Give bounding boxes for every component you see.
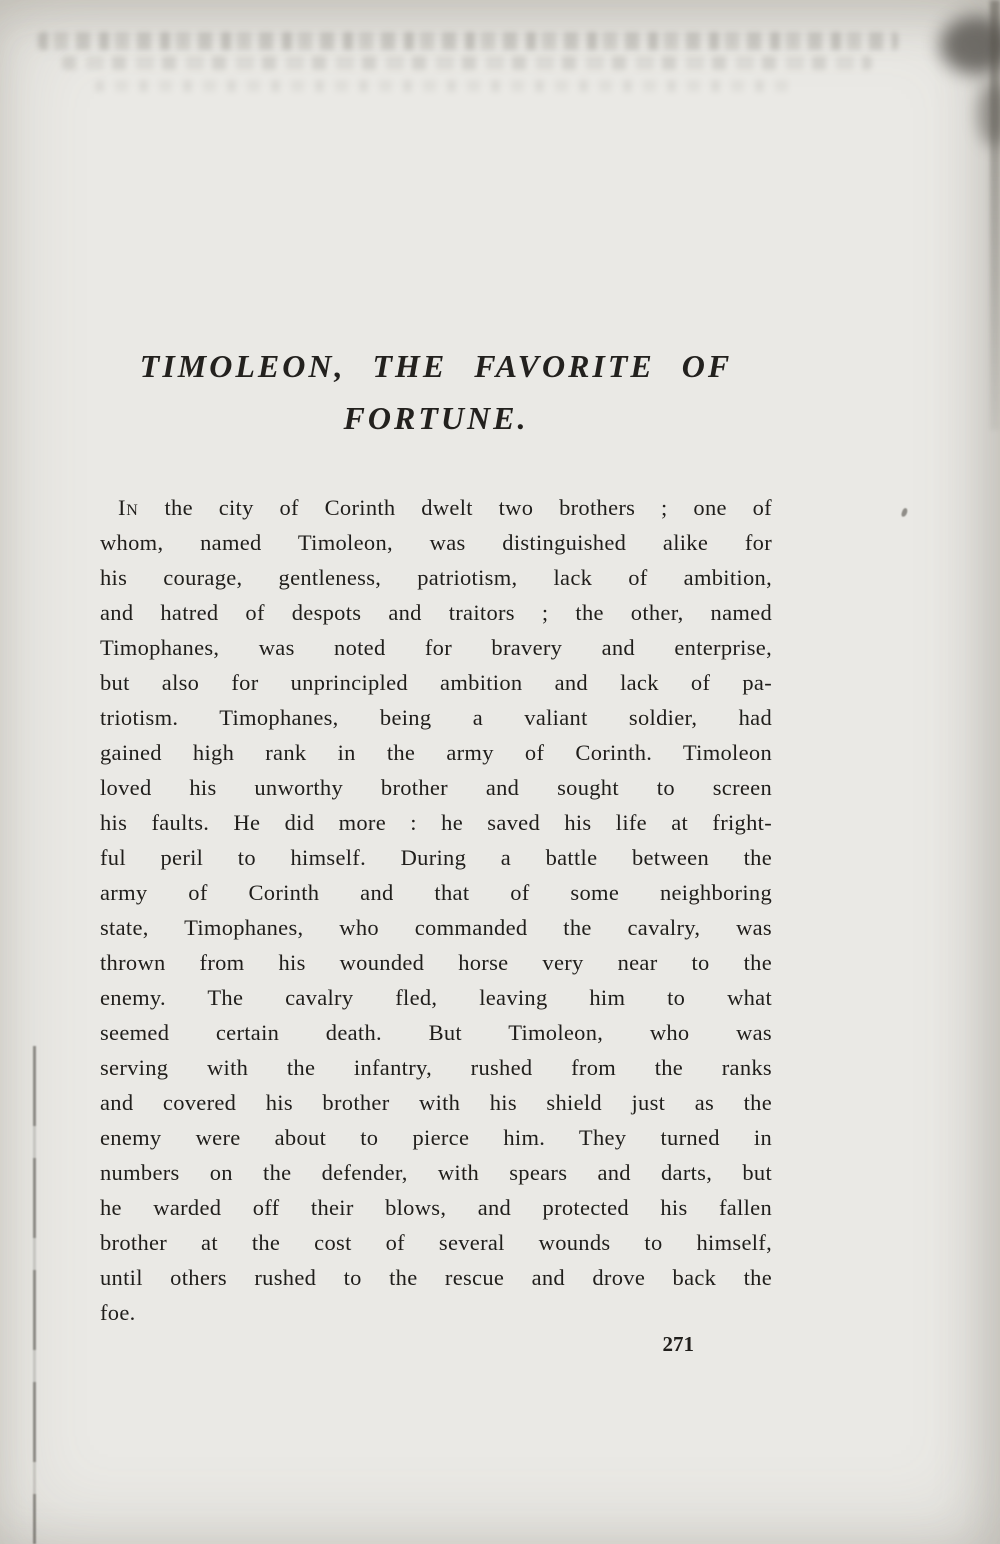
text-line-rest: the city of Corinth dwelt two brothers ; one of: [164, 495, 772, 520]
text-line: seemed certain death. But Timoleon, who was: [100, 1020, 772, 1045]
chapter-title: [100, 340, 772, 444]
text-line: until others rushed to the rescue and drove back the: [100, 1265, 772, 1290]
text-line: his courage, gentleness, patriotism, lack of ambition,: [100, 565, 772, 590]
text-line: gained high rank in the army of Corinth. Timoleon: [100, 740, 772, 765]
text-line: Timophanes, was noted for bravery and enterprise,: [100, 635, 772, 660]
scan-right-edge-band: [990, 0, 1000, 430]
bleedthrough-text-artifact: [95, 80, 795, 92]
scan-edge-shadow: [978, 82, 1000, 146]
text-line: he warded off their blows, and protected his fallen: [100, 1195, 772, 1220]
scan-binding-line: [33, 1046, 36, 1544]
scan-corner-shadow: [940, 16, 1000, 74]
text-line: serving with the infantry, rushed from the ranks: [100, 1055, 772, 1080]
text-line: ful peril to himself. During a battle between the: [100, 845, 772, 870]
text-line: foe.: [100, 1300, 136, 1325]
text-line: numbers on the defender, with spears and darts, but: [100, 1160, 772, 1185]
body-paragraph: [100, 490, 772, 1330]
text-line: brother at the cost of several wounds to himself,: [100, 1230, 772, 1255]
text-line: and covered his brother with his shield just as the: [100, 1090, 772, 1115]
text-line: triotism. Timophanes, being a valiant soldier, had: [100, 705, 772, 730]
scan-ink-speck: [901, 507, 909, 517]
text-line: [100, 490, 772, 525]
text-line: state, Timophanes, who commanded the cavalry, was: [100, 915, 772, 940]
chapter-title-line-2: FORTUNE.: [343, 400, 529, 436]
text-line: but also for unprincipled ambition and lack of pa-: [100, 670, 772, 695]
text-line: enemy were about to pierce him. They turned in: [100, 1125, 772, 1150]
page-number: 271: [662, 1332, 694, 1356]
text-line: his faults. He did more : he saved his life at fright-: [100, 810, 772, 835]
text-line: army of Corinth and that of some neighboring: [100, 880, 772, 905]
chapter-title-line-1: TIMOLEON, THE FAVORITE OF: [139, 348, 733, 384]
text-line: and hatred of despots and traitors ; the other, named: [100, 600, 772, 625]
text-line: thrown from his wounded horse very near to the: [100, 950, 772, 975]
bleedthrough-text-artifact: [62, 56, 872, 70]
text-line: enemy. The cavalry fled, leaving him to what: [100, 985, 772, 1010]
text-line: loved his unworthy brother and sought to screen: [100, 775, 772, 800]
text-line: whom, named Timoleon, was distinguished alike for: [100, 530, 772, 555]
opening-word: In: [118, 495, 139, 520]
bleedthrough-text-artifact: [38, 32, 898, 50]
